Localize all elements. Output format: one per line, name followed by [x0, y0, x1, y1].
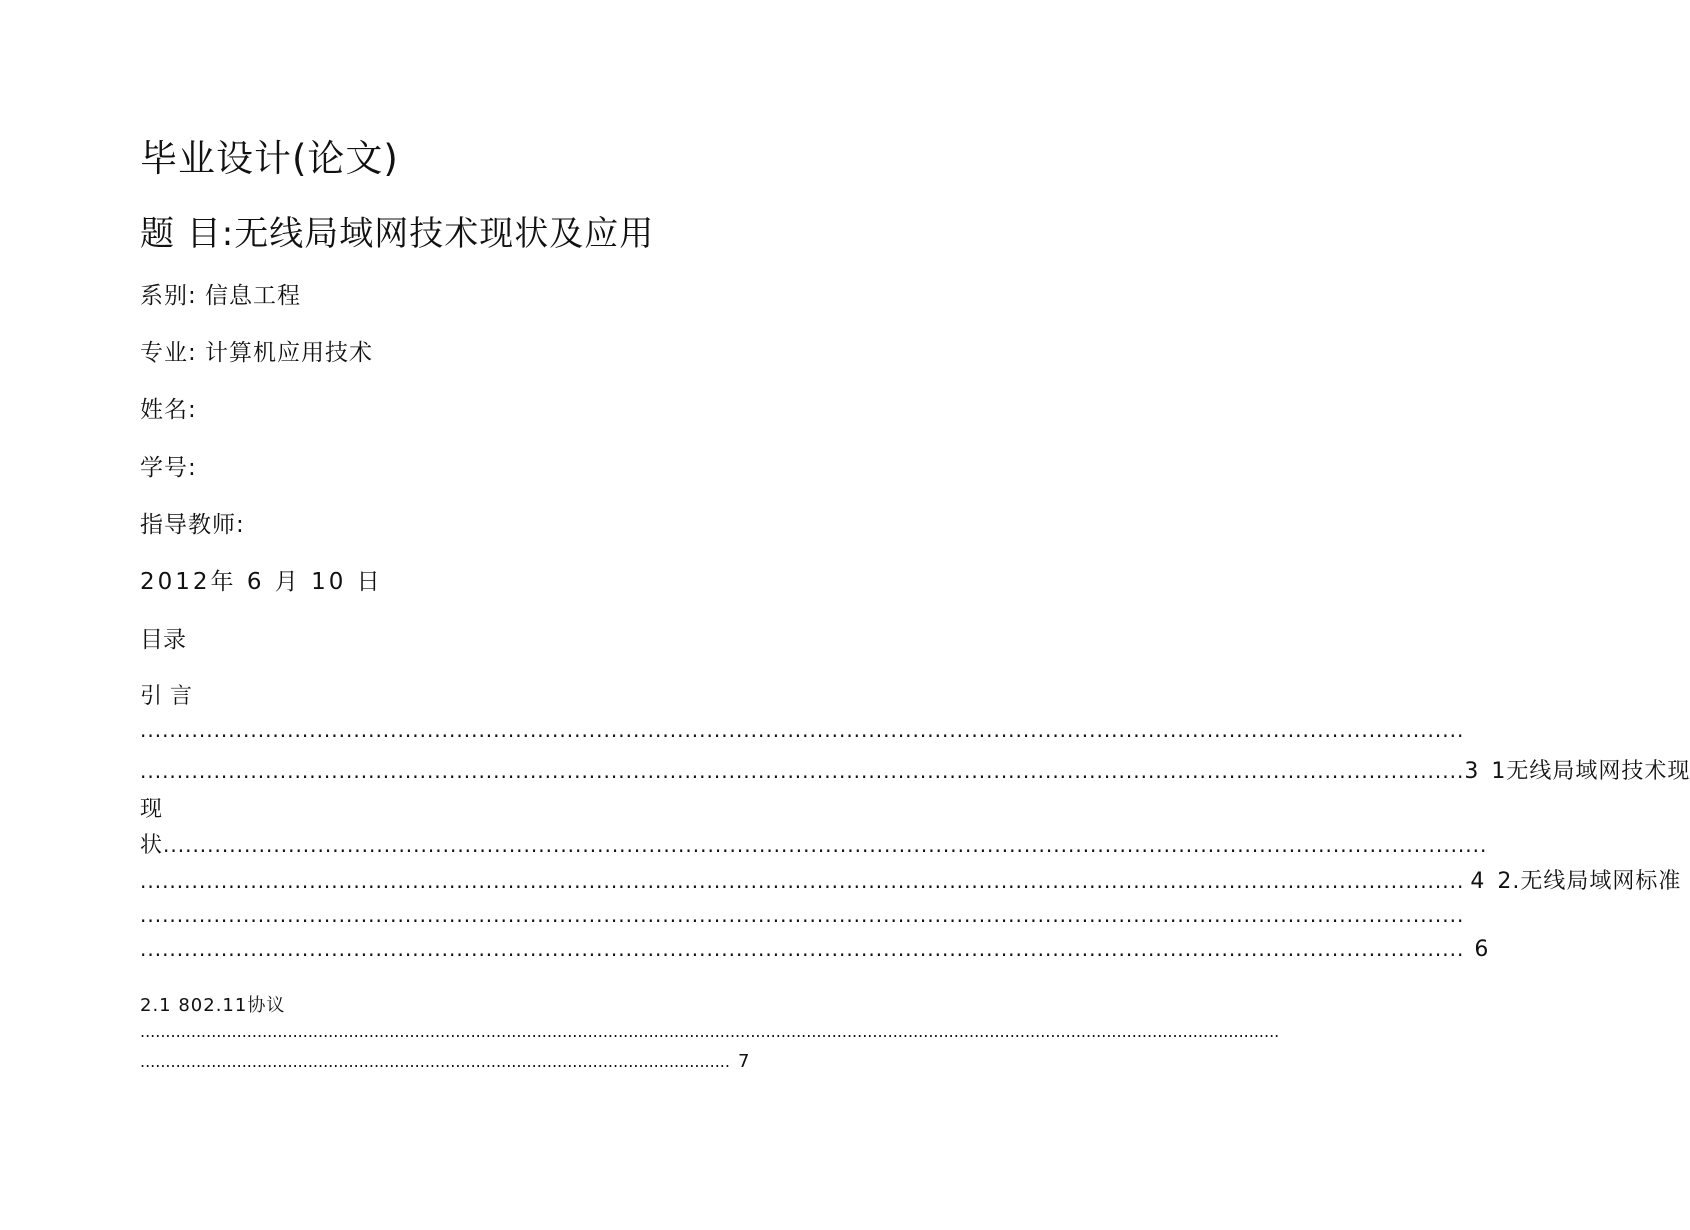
- toc-entry-ch2: [140, 937, 1490, 962]
- thesis-title: 毕业设计(论文): [140, 137, 399, 180]
- toc-leader-dots: ....................................................................................................................................................................................: [140, 903, 1465, 927]
- toc-leader-dots: ....................................................................................................................................................................................: [140, 869, 1465, 893]
- toc-entry-ch1-label: 1无线局域网技术现: [1491, 759, 1690, 784]
- toc-page-number-ch1: 4: [1470, 869, 1486, 894]
- toc-leader-dots: ....................................................................................................................................................................................: [140, 759, 1465, 783]
- thesis-subject: 题 目:无线局域网技术现状及应用: [140, 214, 655, 254]
- toc-entry-ch1-label-wrap: 现: [140, 797, 163, 822]
- toc-leader-dots: ....................................................................................................................: [140, 1052, 730, 1071]
- toc-leader-dots: ................................................................................................................................................................................................................................: [140, 1022, 1280, 1041]
- thesis-date: 2012年 6 月 10 日: [140, 569, 383, 595]
- toc-page-number-intro: 3: [1464, 759, 1480, 784]
- toc-entry-ch1: [140, 864, 1682, 895]
- toc-leader-dots: ....................................................................................................................................................................................: [140, 718, 1465, 742]
- toc-leader-dots: ....................................................................................................................................................................................: [163, 833, 1488, 857]
- toc-entry-sec21-label: 2.1 802.11协议: [140, 995, 286, 1016]
- major-field: 专业: 计算机应用技术: [140, 340, 374, 366]
- advisor-field: 指导教师:: [140, 512, 245, 538]
- toc-heading: 目录: [140, 627, 186, 653]
- toc-page-number-ch2: 6: [1474, 937, 1490, 962]
- toc-entry-intro: [140, 754, 1690, 785]
- toc-leader-dots: ....................................................................................................................................................................................: [140, 937, 1465, 961]
- toc-entry-ch1-label-b: 状: [140, 833, 164, 858]
- student-id-field: 学号:: [140, 455, 197, 481]
- toc-entry-intro-label: 引言: [140, 684, 201, 709]
- student-name-field: 姓名:: [140, 397, 197, 423]
- toc-page-number-sec21: 7: [737, 1051, 751, 1072]
- department-field: 系别: 信息工程: [140, 283, 302, 309]
- toc-entry-ch1-line: [140, 828, 1488, 859]
- toc-entry-sec21: [140, 1051, 751, 1072]
- toc-entry-ch2-label: 2.无线局域网标准: [1497, 869, 1682, 894]
